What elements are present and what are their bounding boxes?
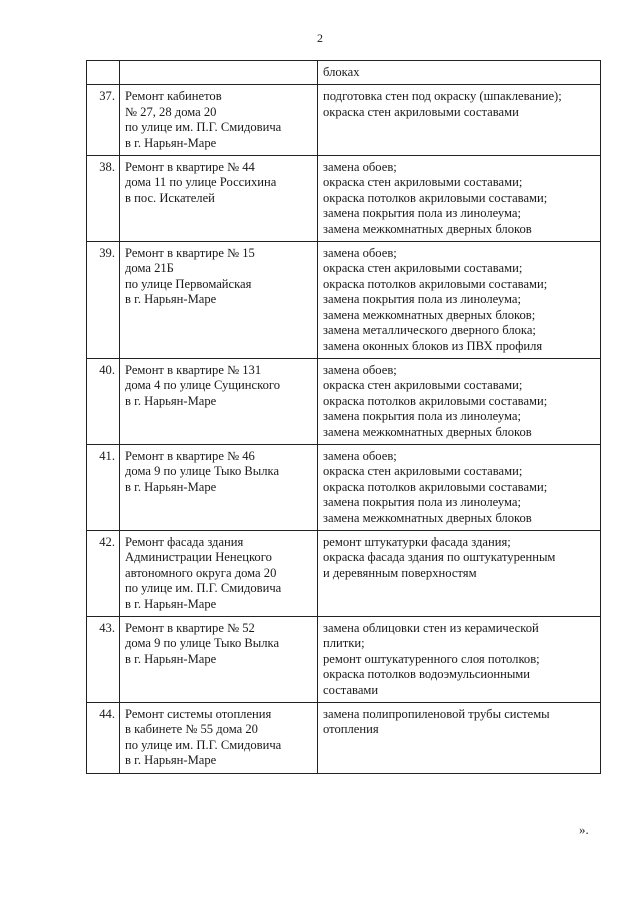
object-line: по улице Первомайская	[125, 276, 252, 291]
object-line: дома 9 по улице Тыко Вылка	[125, 464, 280, 479]
object-line: в г. Нарьян-Маре	[125, 753, 217, 768]
work-line: окраска фасада здания по оштукатуренным	[323, 550, 556, 565]
work-line: замена обоев;	[323, 246, 397, 261]
object-line: дома 9 по улице Тыко Вылка	[125, 636, 280, 651]
work-line: замена межкомнатных дверных блоков	[323, 510, 532, 525]
object-cell	[120, 156, 318, 242]
object-line: в г. Нарьян-Маре	[125, 479, 217, 494]
work-line: окраска стен акриловыми составами	[323, 104, 519, 119]
object-line: автономного округа дома 20	[125, 565, 277, 580]
work-line: окраска стен акриловыми составами;	[323, 175, 523, 190]
object-line: в г. Нарьян-Маре	[125, 393, 217, 408]
row-number-cell: 43.	[87, 617, 120, 703]
object-line: Ремонт системы отопления	[125, 707, 272, 722]
object-line: в г. Нарьян-Маре	[125, 596, 217, 611]
work-line: замена металлического дверного блока;	[323, 323, 536, 338]
object-line: № 27, 28 дома 20	[125, 104, 217, 119]
row-number-cell: 37.	[87, 85, 120, 156]
works-cell	[318, 444, 601, 530]
object-line: дома 4 по улице Сущинского	[125, 378, 281, 393]
works-cell	[318, 617, 601, 703]
works-table	[86, 60, 601, 774]
object-line: Ремонт в квартире № 131	[125, 362, 262, 377]
object-line: в кабинете № 55 дома 20	[125, 722, 258, 737]
object-line: по улице им. П.Г. Смидовича	[125, 737, 282, 752]
object-line: по улице им. П.Г. Смидовича	[125, 581, 282, 596]
row-number-cell: 42.	[87, 530, 120, 616]
object-line: в пос. Искателей	[125, 190, 215, 205]
work-line: подготовка стен под окраску (шпаклевание);	[323, 89, 562, 104]
object-line: в г. Нарьян-Маре	[125, 292, 217, 307]
object-cell	[120, 703, 318, 774]
page-number: 2	[317, 31, 323, 45]
table-row	[87, 617, 601, 703]
object-line: в г. Нарьян-Маре	[125, 135, 217, 150]
object-line: Ремонт кабинетов	[125, 89, 222, 104]
work-line: окраска потолков водоэмульсионными	[323, 667, 531, 682]
work-line: замена оконных блоков из ПВХ профиля	[323, 338, 543, 353]
work-line: и деревянным поверхностям	[323, 565, 477, 580]
works-cell	[318, 242, 601, 359]
object-cell	[120, 242, 318, 359]
table-row	[87, 61, 601, 85]
work-line: отопления	[323, 722, 379, 737]
object-line: по улице им. П.Г. Смидовича	[125, 120, 282, 135]
object-cell	[120, 85, 318, 156]
row-number-cell: 41.	[87, 444, 120, 530]
object-cell	[120, 61, 318, 85]
object-line: в г. Нарьян-Маре	[125, 651, 217, 666]
work-line: окраска стен акриловыми составами;	[323, 378, 523, 393]
work-line: замена обоев;	[323, 362, 397, 377]
object-line: дома 11 по улице Россихина	[125, 175, 277, 190]
work-line: окраска потолков акриловыми составами;	[323, 276, 548, 291]
work-line: замена покрытия пола из линолеума;	[323, 409, 522, 424]
row-number-cell: 40.	[87, 358, 120, 444]
table-row	[87, 358, 601, 444]
work-line: ремонт оштукатуренного слоя потолков;	[323, 651, 540, 666]
closing-quote-mark: ».	[579, 822, 589, 837]
works-cell	[318, 530, 601, 616]
work-line: замена межкомнатных дверных блоков	[323, 424, 532, 439]
work-line: замена покрытия пола из линолеума;	[323, 495, 522, 510]
row-number-cell: 44.	[87, 703, 120, 774]
work-line: блоках	[323, 65, 360, 79]
object-line: Ремонт в квартире № 44	[125, 160, 255, 175]
object-cell	[120, 530, 318, 616]
works-cell	[318, 156, 601, 242]
work-line: окраска стен акриловыми составами;	[323, 464, 523, 479]
object-cell	[120, 358, 318, 444]
work-line: замена покрытия пола из линолеума;	[323, 292, 522, 307]
works-cell	[318, 703, 601, 774]
work-line: окраска потолков акриловыми составами;	[323, 479, 548, 494]
table-row	[87, 703, 601, 774]
row-number-cell	[87, 61, 120, 85]
work-line: замена межкомнатных дверных блоков;	[323, 307, 536, 322]
works-cell	[318, 85, 601, 156]
work-line: плитки;	[323, 636, 365, 651]
table-row	[87, 530, 601, 616]
row-number-cell: 39.	[87, 242, 120, 359]
table-row	[87, 156, 601, 242]
object-line: Ремонт в квартире № 52	[125, 621, 255, 635]
works-table-body	[87, 61, 601, 774]
object-line: Ремонт в квартире № 46	[125, 448, 255, 463]
work-line: замена полипропиленовой трубы системы	[323, 707, 550, 722]
work-line: замена обоев;	[323, 160, 397, 175]
work-line: замена межкомнатных дверных блоков	[323, 221, 532, 236]
work-line: составами	[323, 682, 379, 697]
work-line: замена облицовки стен из керамической	[323, 621, 539, 635]
object-line: Администрации Ненецкого	[125, 550, 272, 565]
table-row	[87, 444, 601, 530]
object-cell	[120, 444, 318, 530]
works-cell	[318, 61, 601, 85]
object-line: Ремонт в квартире № 15	[125, 246, 255, 261]
object-line: дома 21Б	[125, 261, 174, 276]
object-line: Ремонт фасада здания	[125, 534, 244, 549]
work-line: окраска потолков акриловыми составами;	[323, 393, 548, 408]
work-line: окраска потолков акриловыми составами;	[323, 190, 548, 205]
work-line: ремонт штукатурки фасада здания;	[323, 534, 511, 549]
work-line: окраска стен акриловыми составами;	[323, 261, 523, 276]
object-cell	[120, 617, 318, 703]
table-row	[87, 85, 601, 156]
work-line: замена обоев;	[323, 448, 397, 463]
table-row	[87, 242, 601, 359]
row-number-cell: 38.	[87, 156, 120, 242]
work-line: замена покрытия пола из линолеума;	[323, 206, 522, 221]
works-cell	[318, 358, 601, 444]
